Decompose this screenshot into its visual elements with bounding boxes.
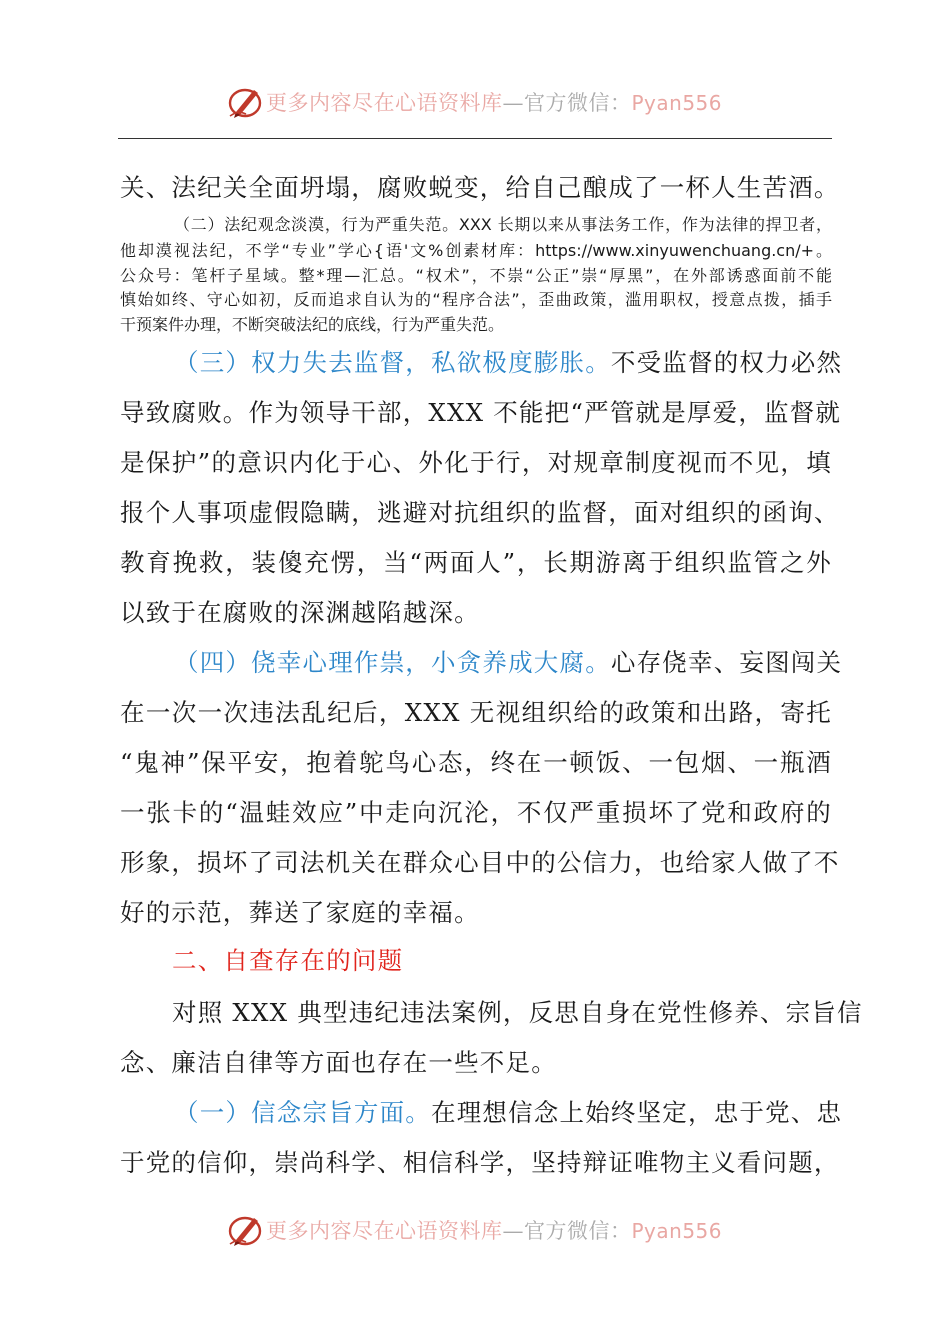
para-4-text: 心存侥幸、妄图闯关 bbox=[610, 648, 843, 677]
pen-logo-icon bbox=[226, 1210, 266, 1250]
header-rule bbox=[118, 138, 832, 139]
banner-part1: 更多内容尽在心语资料库 bbox=[266, 1219, 503, 1243]
para-3-line-1 bbox=[174, 346, 843, 380]
para-5-text: 在理想信念上始终坚定，忠于党、忠 bbox=[431, 1098, 843, 1127]
para-5-line-1 bbox=[174, 1096, 843, 1130]
section-2-heading: 二、自查存在的问题 bbox=[172, 946, 404, 975]
heading-4: （四）侥幸心理作祟，小贪养成大腐。 bbox=[174, 648, 611, 677]
heading-1: （一）信念宗旨方面。 bbox=[174, 1098, 431, 1127]
banner-part2: —官方微信： bbox=[502, 1219, 632, 1243]
body-line-14: 好的示范，葬送了家庭的幸福。 bbox=[120, 898, 480, 927]
banner-part1: 更多内容尽在心语资料库 bbox=[266, 91, 503, 115]
footer-banner bbox=[0, 1206, 950, 1256]
small-line-5: 干预案件办理，不断突破法纪的底线，行为严重失范。 bbox=[120, 315, 505, 334]
body-line-16: 念、廉洁自律等方面也存在一些不足。 bbox=[120, 1048, 557, 1077]
body-line-7: 教育挽救，装傻充愣，当“两面人”，长期游离于组织监管之外 bbox=[120, 548, 832, 577]
header-banner bbox=[0, 78, 950, 128]
body-line-6: 报个人事项虚假隐瞒，逃避对抗组织的监督，面对组织的函询、 bbox=[120, 498, 840, 527]
small-line-1: （二）法纪观念淡漠，行为严重失范。XXX 长期以来从事法务工作，作为法律的捍卫者， bbox=[174, 215, 832, 234]
banner-part3: Pyan556 bbox=[631, 91, 723, 115]
body-line-4: 导致腐败。作为领导干部，XXX 不能把“严管就是厚爱，监督就 bbox=[120, 398, 842, 427]
body-line-5: 是保护”的意识内化于心、外化于行，对规章制度视而不见，填 bbox=[120, 448, 832, 477]
body-line-8: 以致于在腐败的深渊越陷越深。 bbox=[120, 598, 480, 627]
pen-logo-icon bbox=[226, 82, 266, 122]
heading-3: （三）权力失去监督，私欲极度膨胀。 bbox=[174, 348, 611, 377]
small-line-2: 他却漠视法纪，不学“专业”学心{语'文%创素材库：https://www.xinyuwenchuang.cn/+。 bbox=[120, 241, 832, 260]
body-line-12: 一张卡的“温蛙效应”中走向沉沦，不仅严重损坏了党和政府的 bbox=[120, 798, 832, 827]
body-line-10: 在一次一次违法乱纪后，XXX 无视组织给的政策和出路，寄托 bbox=[120, 698, 832, 727]
small-line-4: 慎始如终、守心如初，反而追求自认为的“程序合法”，歪曲政策，滥用职权，授意点拨，插手 bbox=[120, 290, 832, 309]
banner-part2: —官方微信： bbox=[502, 91, 632, 115]
banner-text bbox=[266, 1216, 722, 1246]
para-3-text: 不受监督的权力必然 bbox=[610, 348, 843, 377]
body-line-13: 形象，损坏了司法机关在群众心目中的公信力，也给家人做了不 bbox=[120, 848, 840, 877]
body-line-15: 对照 XXX 典型违纪违法案例，反思自身在党性修养、宗旨信 bbox=[172, 998, 863, 1027]
body-line-1: 关、法纪关全面坍塌，腐败蜕变，给自己酿成了一杯人生苦酒。 bbox=[120, 173, 840, 202]
para-4-line-1 bbox=[174, 646, 843, 680]
body-line-18: 于党的信仰，崇尚科学、相信科学，坚持辩证唯物主义看问题， bbox=[120, 1148, 840, 1177]
banner-text bbox=[266, 88, 722, 118]
body-line-11: “鬼神”保平安，抱着鸵鸟心态，终在一顿饭、一包烟、一瓶酒 bbox=[120, 748, 832, 777]
small-line-3: 公众号：笔杆子星域。整*理—汇总。“权术”，不崇“公正”崇“厚黑”，在外部诱惑面前不能 bbox=[120, 266, 832, 285]
banner-part3: Pyan556 bbox=[631, 1219, 723, 1243]
